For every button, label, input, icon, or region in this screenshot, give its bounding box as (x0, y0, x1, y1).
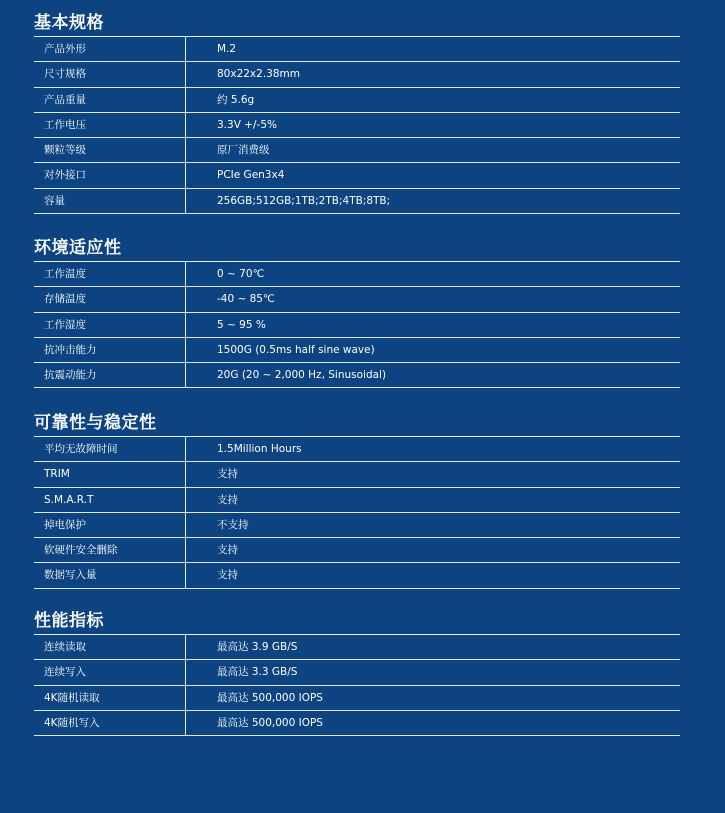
row-label: 抗冲击能力 (34, 338, 186, 362)
row-label: 4K随机读取 (34, 686, 186, 710)
row-value: 3.3V +/-5% (217, 118, 278, 131)
row-label: 软硬件安全删除 (34, 538, 186, 562)
row-value: PCIe Gen3x4 (217, 169, 285, 182)
table-row (34, 262, 680, 287)
table-row (34, 163, 680, 188)
row-label: 产品重量 (34, 88, 186, 112)
spec-section-reliability (34, 412, 680, 589)
table-row (34, 287, 680, 312)
table-row (34, 62, 680, 87)
row-label: 工作温度 (34, 262, 186, 286)
table-row (34, 113, 680, 138)
row-value: 支持 (217, 493, 238, 506)
row-value: M.2 (217, 43, 237, 55)
table-row (34, 462, 680, 487)
table-row (34, 313, 680, 338)
row-value: 1.5Million Hours (217, 443, 302, 455)
table-row (34, 513, 680, 538)
table-row (34, 686, 680, 711)
table-row (34, 660, 680, 685)
table-row (34, 37, 680, 62)
table-row (34, 538, 680, 563)
row-label: TRIM (34, 462, 186, 486)
row-label: 工作电压 (34, 113, 186, 137)
table-row (34, 437, 680, 462)
row-label: 尺寸规格 (34, 62, 186, 86)
row-label: 连续读取 (34, 635, 186, 659)
row-label: 颗粒等级 (34, 138, 186, 162)
table-row (34, 338, 680, 363)
row-label: S.M.A.R.T (34, 488, 186, 512)
row-value: 256GB;512GB;1TB;2TB;4TB;8TB; (217, 194, 391, 207)
row-value: 支持 (217, 544, 238, 557)
table-row (34, 88, 680, 113)
row-value: 原厂消费级 (217, 144, 270, 157)
table-row (34, 563, 680, 588)
row-label: 容量 (34, 189, 186, 213)
row-value: 0 ~ 70℃ (217, 268, 265, 280)
table-row (34, 189, 680, 214)
spec-section-basic (34, 12, 680, 214)
table-row (34, 488, 680, 513)
row-value: 80x22x2.38mm (217, 68, 300, 81)
row-value: 最高达 3.9 GB/S (217, 641, 298, 653)
row-value: -40 ~ 85℃ (217, 293, 275, 306)
section-title: 基本规格 (34, 12, 680, 37)
row-value: 最高达 500,000 IOPS (217, 691, 323, 704)
row-label: 抗震动能力 (34, 363, 186, 387)
spec-section-performance (34, 610, 680, 736)
row-value: 1500G (0.5ms half sine wave) (217, 343, 375, 356)
row-label: 对外接口 (34, 163, 186, 187)
row-value: 最高达 3.3 GB/S (217, 666, 298, 679)
section-title: 可靠性与稳定性 (34, 412, 680, 437)
table-row (34, 711, 680, 736)
table-row (34, 635, 680, 660)
spec-section-environment (34, 237, 680, 388)
row-label: 平均无故障时间 (34, 437, 186, 461)
section-title: 性能指标 (34, 610, 680, 635)
row-value: 支持 (217, 468, 238, 481)
row-label: 工作湿度 (34, 313, 186, 337)
row-label: 4K随机写入 (34, 711, 186, 735)
row-label: 连续写入 (34, 660, 186, 684)
row-value: 约 5.6g (217, 93, 255, 106)
row-value: 20G (20 ~ 2,000 Hz, Sinusoidal) (217, 369, 387, 382)
row-value: 支持 (217, 569, 238, 582)
row-value: 5 ~ 95 % (217, 318, 266, 331)
row-value: 最高达 500,000 IOPS (217, 716, 323, 729)
row-value: 不支持 (217, 518, 249, 531)
row-label: 产品外形 (34, 37, 186, 61)
table-row (34, 138, 680, 163)
row-label: 存储温度 (34, 287, 186, 311)
section-title: 环境适应性 (34, 237, 680, 262)
row-label: 数据写入量 (34, 563, 186, 587)
row-label: 掉电保护 (34, 513, 186, 537)
table-row (34, 363, 680, 388)
